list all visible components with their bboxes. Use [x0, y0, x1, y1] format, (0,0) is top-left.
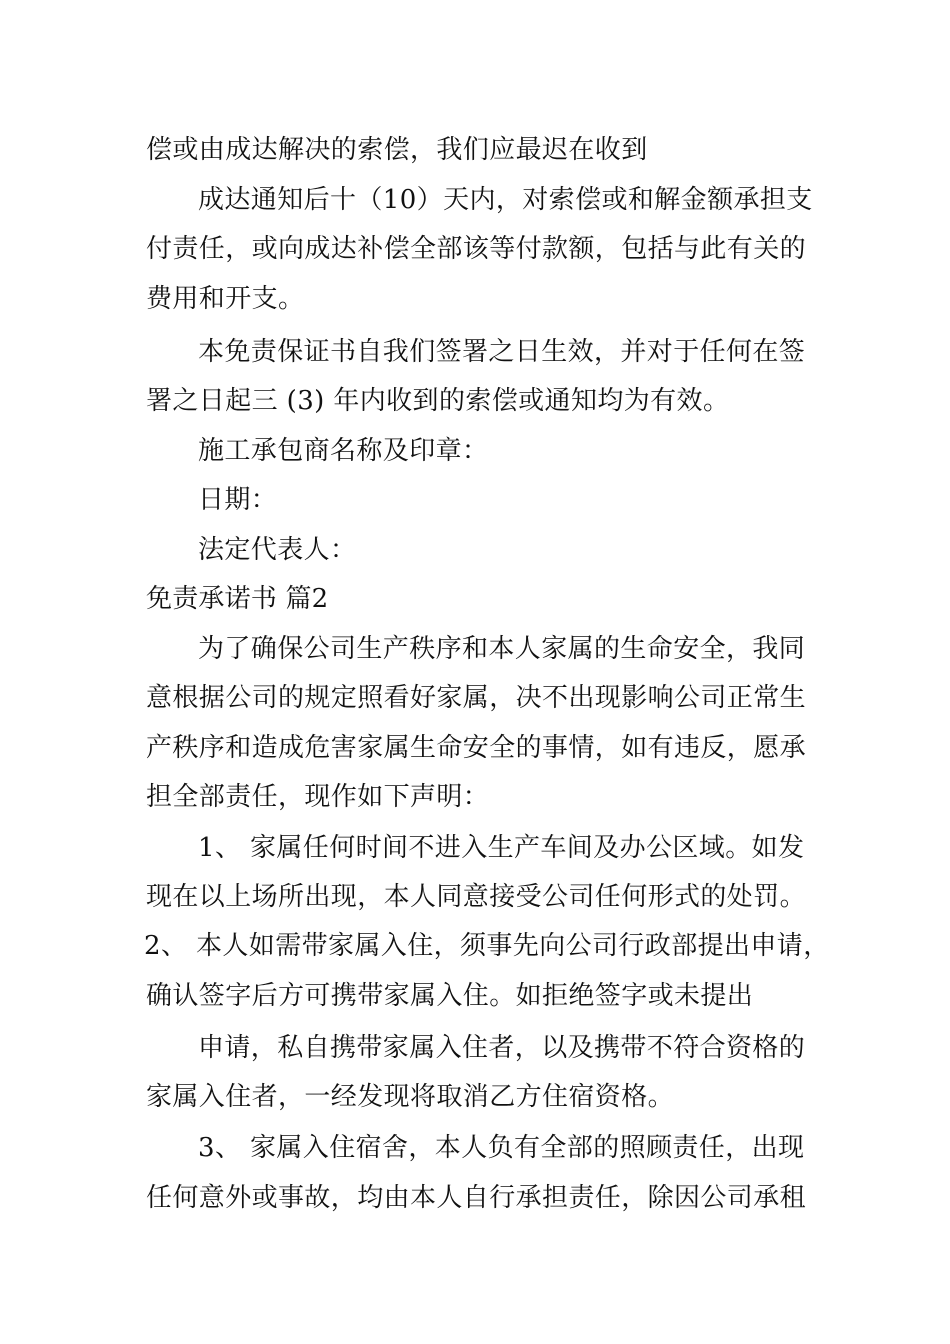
text-line: 付责任，或向成达补偿全部该等付款额，包括与此有关的 [146, 234, 807, 264]
text-line: 费用和开支。 [146, 284, 305, 314]
text-line: 现在以上场所出现，本人同意接受公司任何形式的处罚。 [146, 882, 807, 912]
text-line: 任何意外或事故，均由本人自行承担责任，除因公司承租 [146, 1183, 807, 1213]
text-line: 意根据公司的规定照看好家属，决不出现影响公司正常生 [146, 683, 807, 713]
text-line: 担全部责任，现作如下声明： [146, 782, 490, 812]
text-line: 确认签字后方可携带家属入住。如拒绝签字或未提出 [146, 981, 754, 1011]
text-line: 2、 本人如需带家属入住，须事先向公司行政部提出申请， [144, 931, 830, 961]
text-line: 日期： [198, 485, 278, 515]
text-line: 偿或由成达解决的索偿，我们应最迟在收到 [146, 135, 648, 165]
text-line: 为了确保公司生产秩序和本人家属的生命安全，我同 [198, 634, 806, 664]
text-line: 1、 家属任何时间不进入生产车间及办公区域。如发 [198, 833, 805, 863]
text-line: 施工承包商名称及印章： [198, 436, 489, 466]
section-heading: 免责承诺书 篇2 [146, 584, 329, 614]
text-line: 产秩序和造成危害家属生命安全的事情，如有违反，愿承 [146, 733, 807, 763]
text-line: 法定代表人： [198, 535, 357, 565]
text-line: 本免责保证书自我们签署之日生效，并对于任何在签 [198, 337, 806, 367]
text-line: 家属入住者，一经发现将取消乙方住宿资格。 [146, 1082, 675, 1112]
text-line: 申请，私自携带家属入住者，以及携带不符合资格的 [198, 1033, 806, 1063]
text-line: 署之日起三 (3) 年内收到的索偿或通知均为有效。 [146, 386, 730, 416]
text-line: 3、 家属入住宿舍，本人负有全部的照顾责任，出现 [198, 1133, 805, 1163]
text-line: 成达通知后十（10）天内，对索偿或和解金额承担支 [198, 185, 813, 215]
